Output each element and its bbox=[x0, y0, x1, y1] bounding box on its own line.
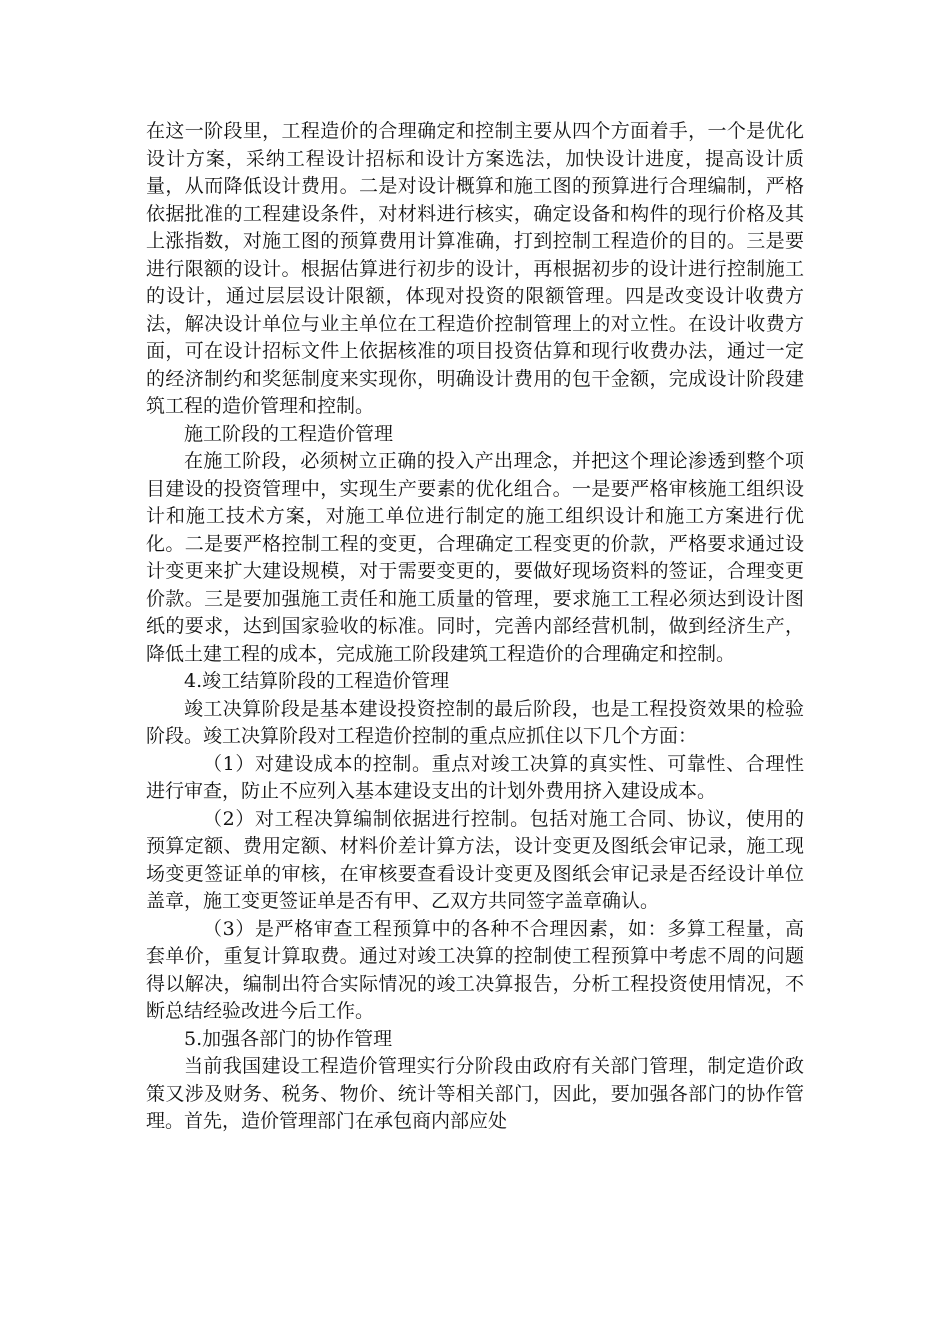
heading-completion-settlement: 4.竣工结算阶段的工程造价管理 bbox=[184, 670, 450, 692]
heading-department-cooperation: 5.加强各部门的协作管理 bbox=[184, 1027, 393, 1050]
list-item-basis-control: （2）对工程决算编制依据进行控制。包括对施工合同、协议，使用的预算定额、费用定额、材料价差计算方法，设计变更及图纸会审记录，施工现场变更签证单的审核，在审核要查看设计变更及图纸会审记录是否经设计单位盖章，施工变更签证单是否有甲、乙双方共同签字盖章确认。 bbox=[146, 807, 804, 912]
paragraph-design-stage-control: 在这一阶段里，工程造价的合理确定和控制主要从四个方面着手，一个是优化设计方案，采纳工程设计招标和设计方案选法，加快设计进度，提高设计质量，从而降低设计费用。二是对设计概算和施工图的预算进行合理编制，严格依据批准的工程建设条件，对材料进行核实，确定设备和构件的现行价格及其上涨指数，对施工图的预算费用计算准确，打到控制工程造价的目的。三是要进行限额的设计。根据估算进行初步的设计，再根据初步的设计进行控制施工的设计，通过层层设计限额，体现对投资的限额管理。四是改变设计收费方法，解决设计单位与业主单位在工程造价控制管理上的对立性。在设计收费方面，可在设计招标文件上依据核准的项目投资估算和现行收费办法，通过一定的经济制约和奖惩制度来实现你，明确设计费用的包干金额，完成设计阶段建筑工程的造价管理和控制。 bbox=[146, 120, 804, 417]
document-body bbox=[146, 118, 804, 1136]
paragraph-department-cooperation: 当前我国建设工程造价管理实行分阶段由政府有关部门管理，制定造价政策又涉及财务、税务、物价、统计等相关部门，因此，要加强各部门的协作管理。首先，造价管理部门在承包商内部应处 bbox=[146, 1055, 804, 1132]
list-item-cost-control: （1）对建设成本的控制。重点对竣工决算的真实性、可靠性、合理性进行审查，防止不应列入基本建设支出的计划外费用挤入建设成本。 bbox=[146, 752, 804, 802]
heading-construction-stage: 施工阶段的工程造价管理 bbox=[184, 422, 394, 445]
paragraph-completion-settlement: 竣工决算阶段是基本建设投资控制的最后阶段，也是工程投资效果的检验阶段。竣工决算阶段对工程造价控制的重点应抓住以下几个方面： bbox=[146, 697, 804, 747]
list-item-budget-review: （3）是严格审查工程预算中的各种不合理因素，如：多算工程量，高套单价，重复计算取费。通过对竣工决算的控制使工程预算中考虑不周的问题得以解决，编制出符合实际情况的竣工决算报告，分析工程投资使用情况，不断总结经验改进今后工作。 bbox=[146, 917, 804, 1022]
paragraph-construction-stage: 在施工阶段，必须树立正确的投入产出理念，并把这个理论渗透到整个项目建设的投资管理中，实现生产要素的优化组合。一是要严格审核施工组织设计和施工技术方案，对施工单位进行制定的施工组织设计和施工方案进行优化。二是要严格控制工程的变更，合理确定工程变更的价款，严格要求通过设计变更来扩大建设规模，对于需要变更的，要做好现场资料的签证，合理变更价款。三是要加强施工责任和施工质量的管理，要求施工工程必须达到设计图纸的要求，达到国家验收的标准。同时，完善内部经营机制，做到经济生产，降低土建工程的成本，完成施工阶段建筑工程造价的合理确定和控制。 bbox=[146, 450, 804, 665]
